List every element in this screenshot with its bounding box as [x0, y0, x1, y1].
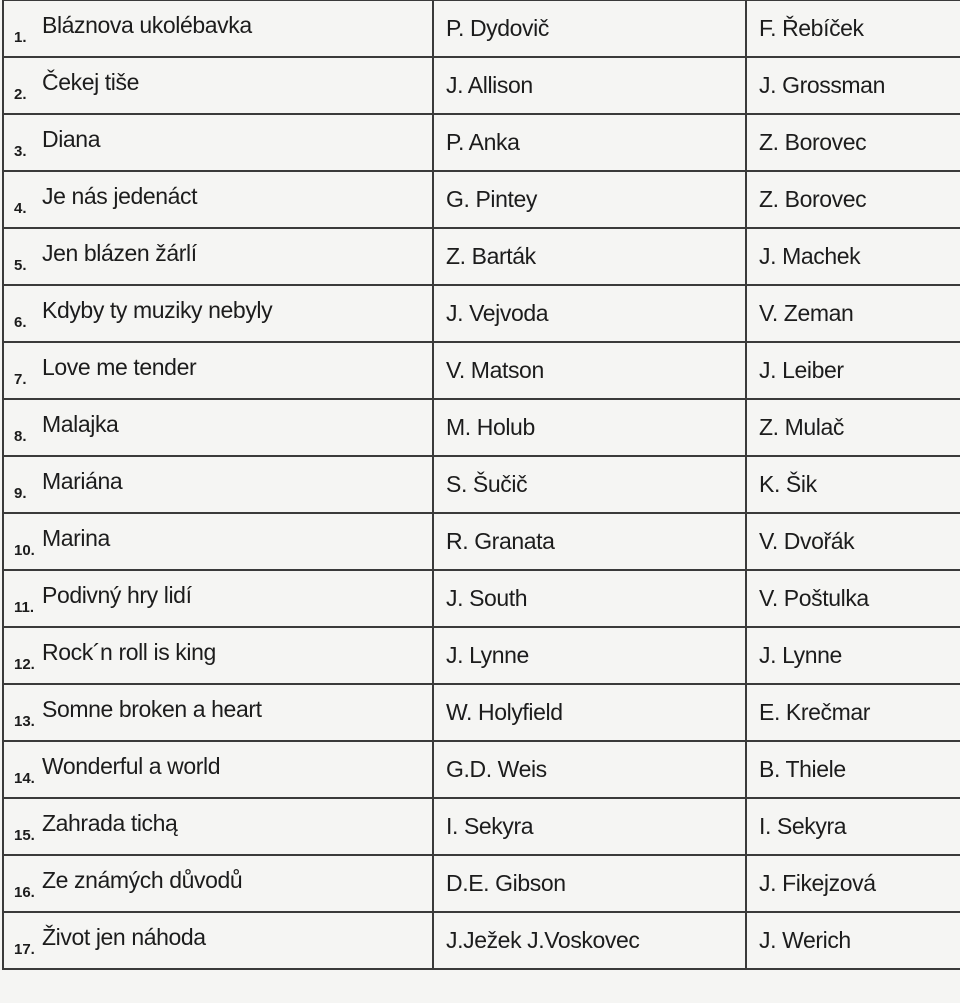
title-cell — [3, 399, 433, 456]
lyricist-cell: F. Řebíček — [746, 1, 960, 58]
track-title: Bláznova ukolébavka — [42, 11, 252, 38]
table-row — [3, 399, 960, 456]
track-number: 3. — [14, 142, 27, 160]
title-cell — [3, 57, 433, 114]
track-number: 7. — [14, 370, 27, 388]
track-number: 9. — [14, 484, 27, 502]
track-number: 1. — [14, 28, 27, 46]
composer-cell: J. Allison — [433, 57, 746, 114]
table-row — [3, 684, 960, 741]
track-title: Jen blázen žárlí — [42, 239, 197, 266]
track-title: Diana — [42, 125, 101, 152]
track-number: 15. — [14, 826, 35, 844]
track-title: Rock´n roll is king — [42, 638, 216, 665]
track-number: 4. — [14, 199, 27, 217]
composer-cell: J. Vejvoda — [433, 285, 746, 342]
lyricist-cell: Z. Borovec — [746, 171, 960, 228]
track-number: 17. — [14, 940, 35, 958]
table-row — [3, 456, 960, 513]
table-row — [3, 285, 960, 342]
lyricist-cell: J. Leiber — [746, 342, 960, 399]
track-number: 10. — [14, 541, 35, 559]
composer-cell: G.D. Weis — [433, 741, 746, 798]
tracklist-body — [3, 1, 960, 970]
track-title: Somne broken a heart — [42, 695, 262, 722]
table-row — [3, 1, 960, 58]
lyricist-cell: K. Šik — [746, 456, 960, 513]
table-row — [3, 570, 960, 627]
lyricist-cell: J. Lynne — [746, 627, 960, 684]
lyricist-cell: J. Grossman — [746, 57, 960, 114]
title-cell — [3, 684, 433, 741]
lyricist-cell: Z. Mulač — [746, 399, 960, 456]
title-cell — [3, 741, 433, 798]
title-cell — [3, 798, 433, 855]
lyricist-cell: Z. Borovec — [746, 114, 960, 171]
lyricist-cell: J. Machek — [746, 228, 960, 285]
lyricist-cell: I. Sekyra — [746, 798, 960, 855]
title-cell — [3, 513, 433, 570]
track-number: 2. — [14, 85, 27, 103]
table-row — [3, 798, 960, 855]
tracklist-table — [2, 0, 960, 970]
track-title: Podivný hry lidí — [42, 581, 192, 608]
title-cell — [3, 342, 433, 399]
composer-cell: G. Pintey — [433, 171, 746, 228]
track-number: 14. — [14, 769, 35, 787]
track-number: 11. — [14, 598, 35, 616]
track-title: Ze známých důvodů — [42, 866, 243, 893]
composer-cell: S. Šučič — [433, 456, 746, 513]
composer-cell: J. South — [433, 570, 746, 627]
composer-cell: W. Holyfield — [433, 684, 746, 741]
track-title: Malajka — [42, 410, 119, 437]
lyricist-cell: B. Thiele — [746, 741, 960, 798]
composer-cell: J. Lynne — [433, 627, 746, 684]
lyricist-cell: E. Krečmar — [746, 684, 960, 741]
composer-cell: D.E. Gibson — [433, 855, 746, 912]
lyricist-cell: J. Werich — [746, 912, 960, 969]
table-row — [3, 741, 960, 798]
table-row — [3, 513, 960, 570]
table-row — [3, 342, 960, 399]
composer-cell: J.Ježek J.Voskovec — [433, 912, 746, 969]
track-title: Čekej tiše — [42, 68, 139, 95]
track-title: Život jen náhoda — [42, 923, 206, 950]
title-cell — [3, 228, 433, 285]
table-row — [3, 627, 960, 684]
track-title: Wonderful a world — [42, 752, 221, 779]
composer-cell: V. Matson — [433, 342, 746, 399]
track-title: Je nás jedenáct — [42, 182, 198, 209]
lyricist-cell: J. Fikejzová — [746, 855, 960, 912]
title-cell — [3, 627, 433, 684]
title-cell — [3, 171, 433, 228]
track-number: 5. — [14, 256, 27, 274]
table-row — [3, 171, 960, 228]
table-row — [3, 855, 960, 912]
title-cell — [3, 456, 433, 513]
title-cell — [3, 570, 433, 627]
composer-cell: I. Sekyra — [433, 798, 746, 855]
composer-cell: P. Anka — [433, 114, 746, 171]
lyricist-cell: V. Zeman — [746, 285, 960, 342]
track-title: Marina — [42, 524, 110, 551]
composer-cell: R. Granata — [433, 513, 746, 570]
track-title: Zahrada tichą — [42, 809, 178, 836]
track-title: Mariána — [42, 467, 123, 494]
composer-cell: P. Dydovič — [433, 1, 746, 58]
title-cell — [3, 114, 433, 171]
track-number: 6. — [14, 313, 27, 331]
table-row — [3, 228, 960, 285]
composer-cell: M. Holub — [433, 399, 746, 456]
track-number: 16. — [14, 883, 35, 901]
table-row — [3, 912, 960, 969]
title-cell — [3, 1, 433, 58]
track-number: 13. — [14, 712, 35, 730]
title-cell — [3, 285, 433, 342]
composer-cell: Z. Barták — [433, 228, 746, 285]
title-cell — [3, 855, 433, 912]
lyricist-cell: V. Dvořák — [746, 513, 960, 570]
table-row — [3, 114, 960, 171]
track-title: Love me tender — [42, 353, 197, 380]
table-row — [3, 57, 960, 114]
track-number: 8. — [14, 427, 27, 445]
title-cell — [3, 912, 433, 969]
track-title: Kdyby ty muziky nebyly — [42, 296, 273, 323]
lyricist-cell: V. Poštulka — [746, 570, 960, 627]
track-number: 12. — [14, 655, 35, 673]
